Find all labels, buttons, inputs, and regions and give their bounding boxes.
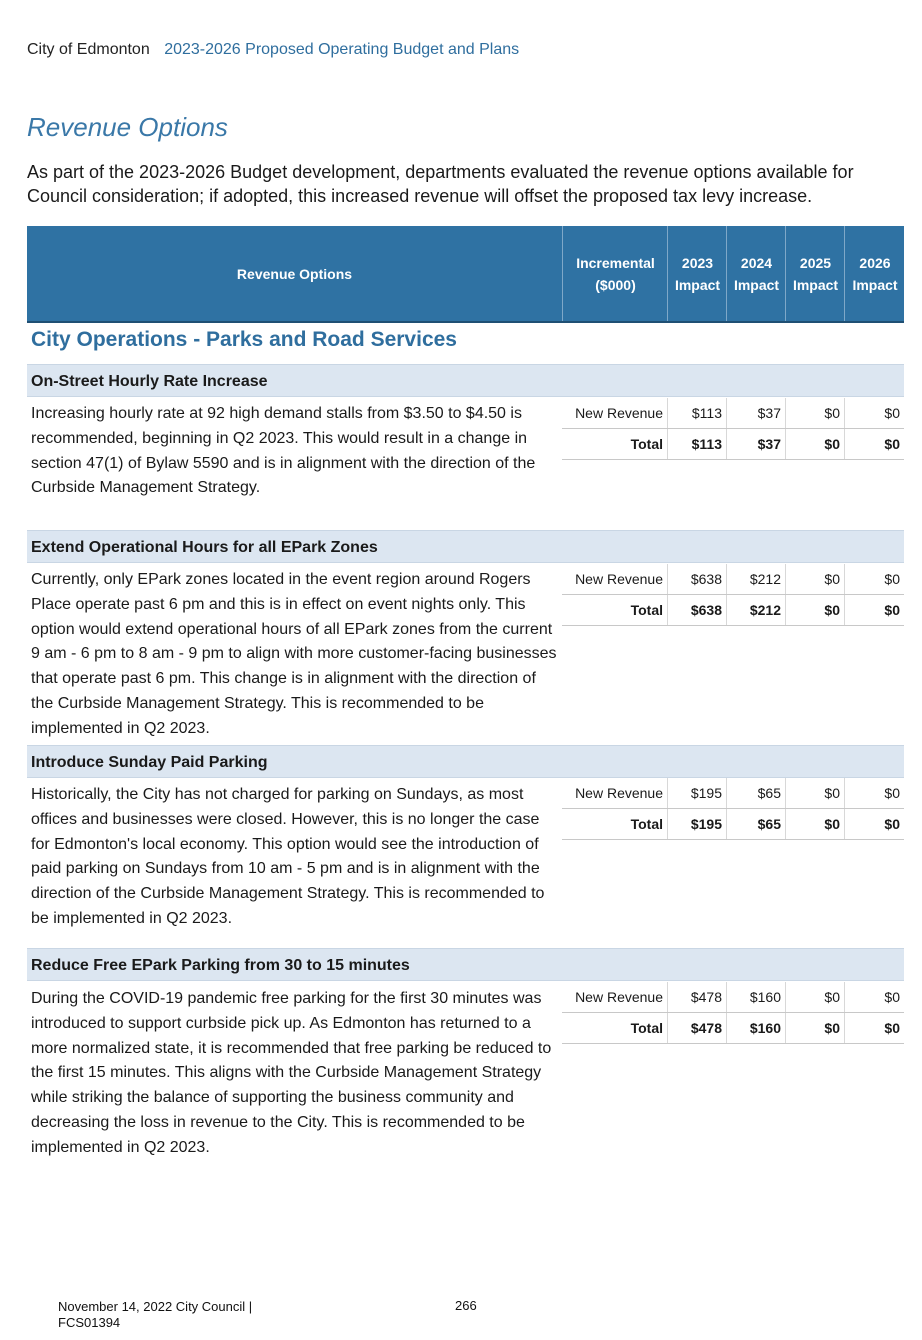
total-row bbox=[562, 809, 904, 840]
value-2023: $638 bbox=[667, 595, 726, 625]
value-2026: $0 bbox=[844, 429, 904, 459]
option-title: On-Street Hourly Rate Increase bbox=[27, 364, 904, 397]
value-2025: $0 bbox=[785, 564, 844, 594]
value-2024: $160 bbox=[726, 1013, 785, 1043]
row-label: Total bbox=[630, 1020, 663, 1036]
value-2024: $212 bbox=[726, 595, 785, 625]
header-incremental-line1: Incremental bbox=[576, 254, 655, 271]
value-2024: $65 bbox=[726, 778, 785, 808]
value-2024: $212 bbox=[726, 564, 785, 594]
header-revenue-options: Revenue Options bbox=[236, 265, 353, 282]
value-2026: $0 bbox=[844, 564, 904, 594]
value-2025: $0 bbox=[785, 595, 844, 625]
total-row bbox=[562, 595, 904, 626]
header-2024-impact bbox=[726, 226, 786, 321]
section-title: Revenue Options bbox=[27, 112, 228, 142]
value-2023: $478 bbox=[667, 1013, 726, 1043]
footer-line-2: FCS01394 bbox=[58, 1315, 121, 1330]
value-2026: $0 bbox=[844, 1013, 904, 1043]
value-2024: $160 bbox=[726, 982, 785, 1012]
value-2024: $37 bbox=[726, 429, 785, 459]
option-description: Increasing hourly rate at 92 high demand stalls from $3.50 to $4.50 is recommended, beginning in Q2 2023. This would result in a change in section 47(1) of Bylaw 5590 and is in alignment with the direction of the Curbside Management Strategy. bbox=[31, 405, 536, 497]
page-number: 266 bbox=[455, 1298, 477, 1313]
value-2025: $0 bbox=[785, 778, 844, 808]
total-row bbox=[562, 1013, 904, 1044]
option-description: Currently, only EPark zones located in the event region around Rogers Place operate past 6 pm and this is in effect on event nights only. This option would extend operational hours of all EPark zones from the current 9 am - 6 pm to 8 am - 9 pm to align with more customer-facing businesses that operate past 6 pm. This change is in alignment with the direction of the Curbside Management Strategy. This is recommended to be implemented in Q2 2023. bbox=[31, 571, 557, 737]
value-2023: $113 bbox=[667, 398, 726, 428]
header-2025-impact bbox=[785, 226, 845, 321]
row-label: Total bbox=[630, 602, 663, 618]
option-title: Introduce Sunday Paid Parking bbox=[27, 745, 904, 778]
row-label: New Revenue bbox=[575, 571, 663, 587]
option-values-table bbox=[562, 778, 904, 840]
value-2025: $0 bbox=[785, 809, 844, 839]
value-2025: $0 bbox=[785, 1013, 844, 1043]
intro-paragraph: As part of the 2023-2026 Budget development, departments evaluated the revenue options available for Council consideration; if adopted, this increased revenue will offset the proposed tax levy increase. bbox=[27, 162, 854, 206]
value-2025: $0 bbox=[785, 398, 844, 428]
value-2025: $0 bbox=[785, 429, 844, 459]
header-year: 2023 bbox=[681, 254, 714, 271]
value-2026: $0 bbox=[844, 982, 904, 1012]
header-impact-label: Impact bbox=[733, 276, 780, 293]
value-2026: $0 bbox=[844, 778, 904, 808]
table-header bbox=[27, 226, 904, 323]
organization-name: City of Edmonton bbox=[27, 41, 150, 58]
option-title: Reduce Free EPark Parking from 30 to 15 minutes bbox=[27, 948, 904, 981]
value-2024: $37 bbox=[726, 398, 785, 428]
header-impact-label: Impact bbox=[792, 276, 839, 293]
value-2023: $638 bbox=[667, 564, 726, 594]
header-year: 2024 bbox=[740, 254, 773, 271]
new-revenue-row bbox=[562, 778, 904, 809]
row-label: Total bbox=[630, 816, 663, 832]
option-description: Historically, the City has not charged for parking on Sundays, as most offices and businesses were closed. However, this is no longer the case for Edmonton's local economy. This option would see the introduction of paid parking on Sundays from 10 am - 5 pm and is in alignment with the direction of the Curbside Management Strategy. This is recommended to be implemented in Q2 2023. bbox=[31, 786, 545, 927]
value-2025: $0 bbox=[785, 982, 844, 1012]
new-revenue-row bbox=[562, 564, 904, 595]
value-2026: $0 bbox=[844, 595, 904, 625]
footer-meeting-info bbox=[58, 1299, 252, 1331]
total-row bbox=[562, 429, 904, 460]
header-2023-impact bbox=[667, 226, 727, 321]
header-2026-impact bbox=[844, 226, 905, 321]
value-2026: $0 bbox=[844, 398, 904, 428]
new-revenue-row bbox=[562, 398, 904, 429]
value-2024: $65 bbox=[726, 809, 785, 839]
header-incremental bbox=[562, 226, 668, 321]
option-values-table bbox=[562, 398, 904, 460]
footer-line-1: November 14, 2022 City Council | bbox=[58, 1299, 253, 1314]
value-2023: $113 bbox=[667, 429, 726, 459]
page-header bbox=[27, 41, 519, 59]
option-values-table bbox=[562, 982, 904, 1044]
value-2023: $478 bbox=[667, 982, 726, 1012]
option-title: Extend Operational Hours for all EPark Zones bbox=[27, 530, 904, 563]
row-label: New Revenue bbox=[575, 785, 663, 801]
header-year: 2025 bbox=[799, 254, 832, 271]
new-revenue-row bbox=[562, 982, 904, 1013]
group-title: City Operations - Parks and Road Services bbox=[31, 328, 457, 351]
value-2026: $0 bbox=[844, 809, 904, 839]
option-values-table bbox=[562, 564, 904, 626]
row-label: Total bbox=[630, 436, 663, 452]
value-2023: $195 bbox=[667, 778, 726, 808]
document-title: 2023-2026 Proposed Operating Budget and Plans bbox=[164, 41, 520, 58]
value-2023: $195 bbox=[667, 809, 726, 839]
header-incremental-line2: ($000) bbox=[595, 276, 636, 293]
option-description: During the COVID-19 pandemic free parking for the first 30 minutes was introduced to support curbside pick up. As Edmonton has returned to a more normalized state, it is recommended that free parking be reduced to the first 15 minutes. This aligns with the Curbside Management Strategy while striking the balance of supporting the business community and decreasing the loss in revenue to the City. This is recommended to be implemented in Q2 2023. bbox=[31, 990, 552, 1156]
row-label: New Revenue bbox=[575, 405, 663, 421]
header-year: 2026 bbox=[859, 254, 891, 271]
header-impact-label: Impact bbox=[852, 276, 898, 293]
header-impact-label: Impact bbox=[674, 276, 721, 293]
row-label: New Revenue bbox=[575, 989, 663, 1005]
